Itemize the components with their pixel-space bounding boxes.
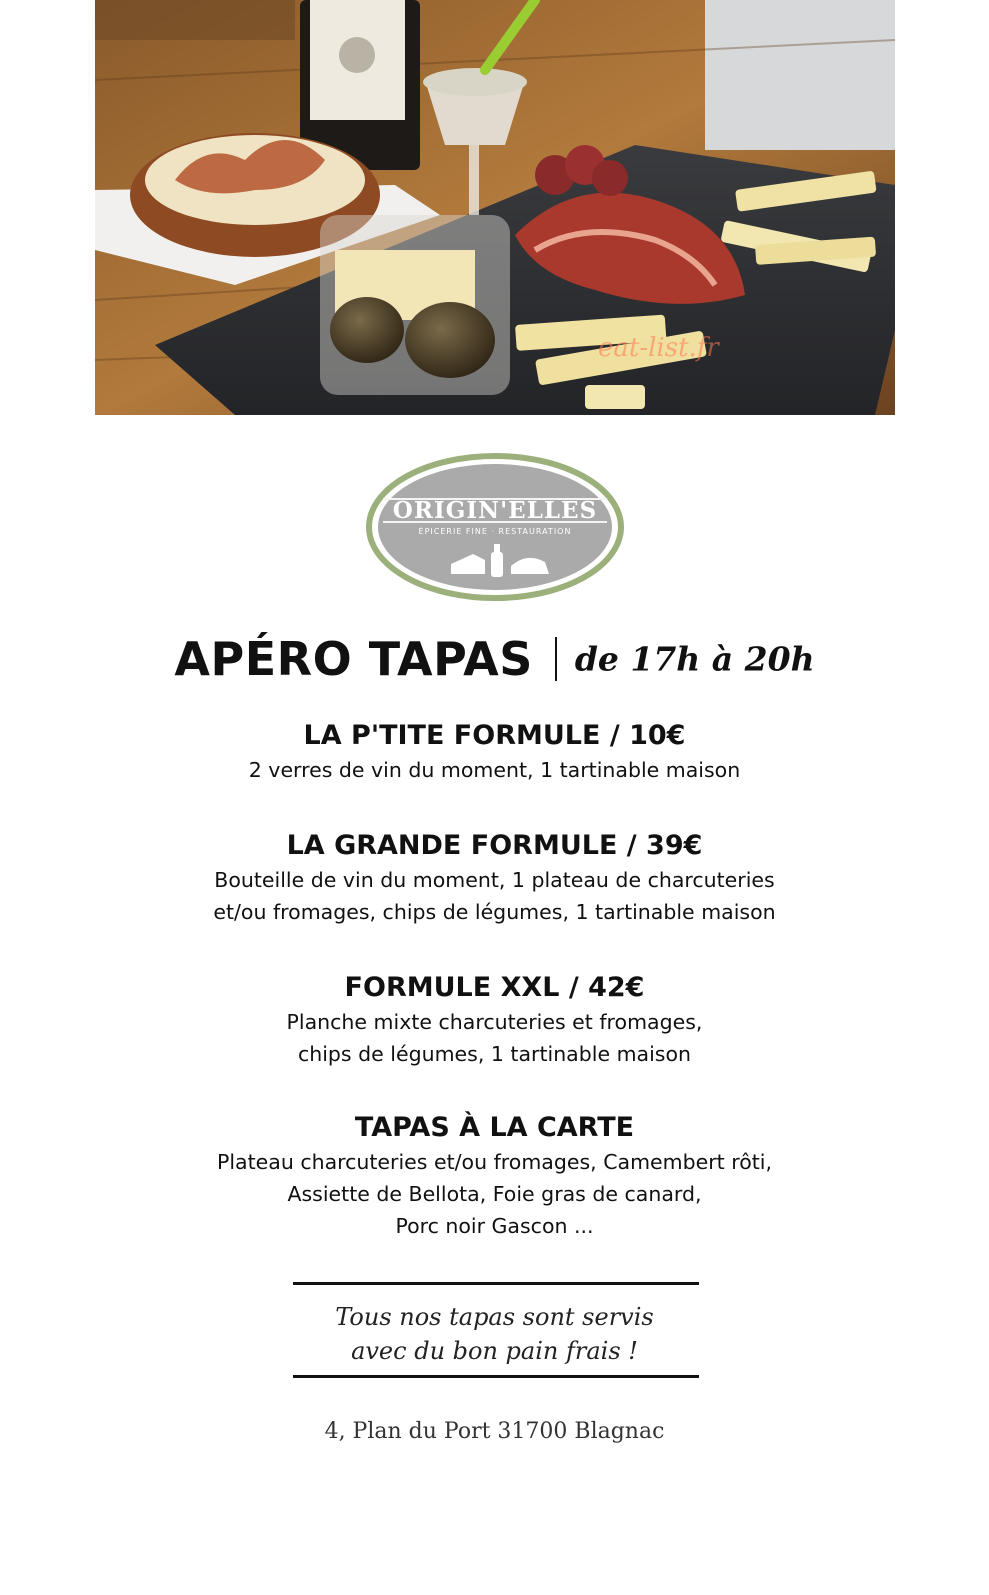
formula-line: Assiette de Bellota, Foie gras de canard, bbox=[287, 1182, 702, 1206]
formula-ptite bbox=[0, 718, 989, 786]
menu-title: APÉRO TAPAS bbox=[174, 632, 533, 686]
menu-hours: de 17h à 20h bbox=[574, 639, 815, 679]
logo-emblem bbox=[365, 452, 625, 602]
formula-grande bbox=[0, 828, 989, 928]
formula-line: Plateau charcuteries et/ou fromages, Camembert rôti, bbox=[216, 1150, 772, 1174]
formula-carte bbox=[0, 1110, 989, 1242]
formula-line: Planche mixte charcuteries et fromages, bbox=[286, 1010, 703, 1034]
formula-xxl bbox=[0, 970, 989, 1070]
note-line: avec du bon pain frais ! bbox=[351, 1337, 638, 1365]
title-separator bbox=[555, 637, 557, 681]
bread-note bbox=[0, 1300, 989, 1368]
bottom-divider bbox=[293, 1375, 699, 1378]
tapas-photo-illustration bbox=[95, 0, 895, 415]
formula-line: Bouteille de vin du moment, 1 plateau de charcuteries bbox=[214, 868, 775, 892]
formula-title: FORMULE XXL / 42€ bbox=[344, 972, 645, 1003]
formula-line: 2 verres de vin du moment, 1 tartinable maison bbox=[248, 758, 741, 782]
top-divider bbox=[293, 1282, 699, 1285]
hero-photo bbox=[95, 0, 895, 415]
formula-line: Porc noir Gascon ... bbox=[395, 1214, 594, 1238]
formula-title: TAPAS À LA CARTE bbox=[354, 1112, 635, 1143]
menu-header bbox=[0, 632, 989, 686]
logo-tagline: ÉPICERIE FINE · RESTAURATION bbox=[418, 527, 572, 536]
formula-title: LA P'TITE FORMULE / 10€ bbox=[303, 720, 686, 751]
restaurant-logo bbox=[365, 452, 625, 602]
formula-line: et/ou fromages, chips de légumes, 1 tartinable maison bbox=[213, 900, 776, 924]
logo-name: ORIGIN'ELLES bbox=[392, 497, 598, 524]
formula-line: chips de légumes, 1 tartinable maison bbox=[297, 1042, 692, 1066]
watermark-text: eat-list.fr bbox=[598, 333, 719, 363]
address: 4, Plan du Port 31700 Blagnac bbox=[324, 1419, 665, 1444]
formula-title: LA GRANDE FORMULE / 39€ bbox=[286, 830, 703, 861]
note-line: Tous nos tapas sont servis bbox=[335, 1303, 654, 1331]
